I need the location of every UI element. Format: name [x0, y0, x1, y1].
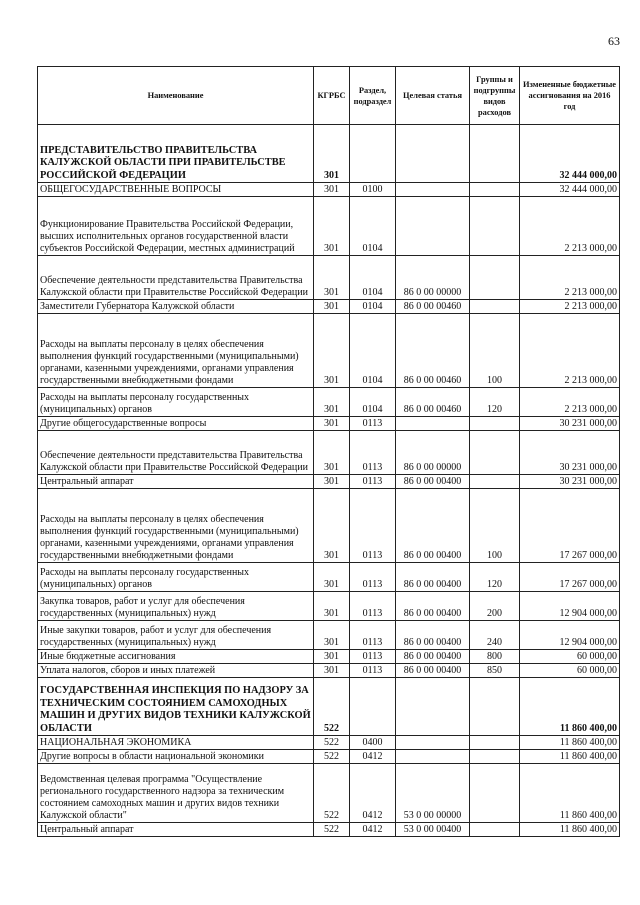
row-kgrbs: 301 [314, 388, 350, 417]
row-target: 86 0 00 00400 [396, 563, 470, 592]
row-amount: 12 904 000,00 [520, 621, 620, 650]
row-section: 0113 [350, 592, 396, 621]
row-name: ПРЕДСТАВИТЕЛЬСТВО ПРАВИТЕЛЬСТВА КАЛУЖСКОЙ ОБЛАСТИ ПРИ ПРАВИТЕЛЬСТВЕ РОССИЙСКОЙ ФЕДЕРАЦИИ [38, 125, 314, 183]
row-group [470, 197, 520, 256]
row-name: Иные закупки товаров, работ и услуг для обеспечения государственных (муниципальных) нужд [38, 621, 314, 650]
row-kgrbs: 522 [314, 736, 350, 750]
row-target [396, 678, 470, 736]
table-row [38, 183, 620, 197]
header-target: Целевая статья [396, 67, 470, 125]
row-kgrbs: 301 [314, 197, 350, 256]
table-row [38, 300, 620, 314]
row-target: 86 0 00 00460 [396, 314, 470, 388]
row-section: 0113 [350, 431, 396, 475]
row-group: 120 [470, 563, 520, 592]
row-target [396, 197, 470, 256]
row-target: 86 0 00 00400 [396, 475, 470, 489]
table-row [38, 475, 620, 489]
row-target: 86 0 00 00000 [396, 256, 470, 300]
row-target: 86 0 00 00400 [396, 664, 470, 678]
row-group [470, 750, 520, 764]
row-section: 0104 [350, 197, 396, 256]
row-group [470, 125, 520, 183]
row-group [470, 256, 520, 300]
row-amount: 60 000,00 [520, 664, 620, 678]
row-section: 0412 [350, 750, 396, 764]
table-row [38, 764, 620, 823]
row-target [396, 750, 470, 764]
table-row [38, 736, 620, 750]
row-name: Расходы на выплаты персоналу в целях обеспечения выполнения функций государственными (муниципальными) органами, казенными учреждениями, органами управления государственными внебюджетными фондами [38, 489, 314, 563]
row-section: 0100 [350, 183, 396, 197]
row-amount: 32 444 000,00 [520, 125, 620, 183]
row-amount: 17 267 000,00 [520, 563, 620, 592]
header-amount: Измененные бюджетные ассигнования на 2016 год [520, 67, 620, 125]
row-group [470, 823, 520, 837]
row-section: 0113 [350, 489, 396, 563]
header-name: Наименование [38, 67, 314, 125]
header-group: Группы и подгруппы видов расходов [470, 67, 520, 125]
row-section [350, 678, 396, 736]
row-target: 86 0 00 00000 [396, 431, 470, 475]
row-name: Другие общегосударственные вопросы [38, 417, 314, 431]
row-amount: 2 213 000,00 [520, 197, 620, 256]
row-group: 800 [470, 650, 520, 664]
row-kgrbs: 301 [314, 563, 350, 592]
row-amount: 11 860 400,00 [520, 678, 620, 736]
row-target: 86 0 00 00400 [396, 650, 470, 664]
row-name: Ведомственная целевая программа "Осуществление регионального государственного надзора за техническим состоянием самоходных машин и других видов техники Калужской области" [38, 764, 314, 823]
row-amount: 32 444 000,00 [520, 183, 620, 197]
row-target [396, 417, 470, 431]
row-name: Закупка товаров, работ и услуг для обеспечения государственных (муниципальных) нужд [38, 592, 314, 621]
row-amount: 2 213 000,00 [520, 314, 620, 388]
row-amount: 11 860 400,00 [520, 736, 620, 750]
row-kgrbs: 522 [314, 750, 350, 764]
row-kgrbs: 522 [314, 823, 350, 837]
row-kgrbs: 301 [314, 300, 350, 314]
row-name: Центральный аппарат [38, 823, 314, 837]
row-name: Уплата налогов, сборов и иных платежей [38, 664, 314, 678]
row-amount: 60 000,00 [520, 650, 620, 664]
row-group: 100 [470, 314, 520, 388]
table-row [38, 664, 620, 678]
row-kgrbs: 301 [314, 183, 350, 197]
row-section: 0113 [350, 563, 396, 592]
row-amount: 30 231 000,00 [520, 475, 620, 489]
row-target: 86 0 00 00460 [396, 388, 470, 417]
row-section: 0104 [350, 388, 396, 417]
table-row [38, 750, 620, 764]
row-target: 53 0 00 00000 [396, 764, 470, 823]
row-kgrbs: 301 [314, 417, 350, 431]
row-name: Обеспечение деятельности представительства Правительства Калужской области при Правительстве Российской Федерации [38, 431, 314, 475]
row-kgrbs: 301 [314, 489, 350, 563]
row-name: ОБЩЕГОСУДАРСТВЕННЫЕ ВОПРОСЫ [38, 183, 314, 197]
table-row [38, 823, 620, 837]
row-target [396, 125, 470, 183]
row-group [470, 431, 520, 475]
row-amount: 2 213 000,00 [520, 388, 620, 417]
row-amount: 11 860 400,00 [520, 823, 620, 837]
row-amount: 30 231 000,00 [520, 431, 620, 475]
row-group: 240 [470, 621, 520, 650]
row-kgrbs: 301 [314, 475, 350, 489]
row-target: 86 0 00 00400 [396, 621, 470, 650]
row-group: 120 [470, 388, 520, 417]
row-section: 0113 [350, 417, 396, 431]
row-target: 86 0 00 00400 [396, 592, 470, 621]
row-target: 86 0 00 00400 [396, 489, 470, 563]
row-section: 0113 [350, 664, 396, 678]
row-group: 200 [470, 592, 520, 621]
row-section: 0104 [350, 314, 396, 388]
row-group [470, 678, 520, 736]
row-section: 0113 [350, 621, 396, 650]
table-row [38, 256, 620, 300]
row-kgrbs: 301 [314, 314, 350, 388]
row-section: 0400 [350, 736, 396, 750]
row-amount: 12 904 000,00 [520, 592, 620, 621]
row-amount: 2 213 000,00 [520, 300, 620, 314]
row-target: 53 0 00 00400 [396, 823, 470, 837]
row-target: 86 0 00 00460 [396, 300, 470, 314]
row-name: Расходы на выплаты персоналу государственных (муниципальных) органов [38, 388, 314, 417]
table-row [38, 388, 620, 417]
row-group [470, 475, 520, 489]
row-kgrbs: 522 [314, 678, 350, 736]
table-row [38, 489, 620, 563]
table-row [38, 417, 620, 431]
row-section: 0104 [350, 256, 396, 300]
row-section: 0104 [350, 300, 396, 314]
row-kgrbs: 301 [314, 256, 350, 300]
row-group: 100 [470, 489, 520, 563]
row-name: Расходы на выплаты персоналу в целях обеспечения выполнения функций государственными (муниципальными) органами, казенными учреждениями, органами управления государственными внебюджетными фондами [38, 314, 314, 388]
row-name: Центральный аппарат [38, 475, 314, 489]
row-name: Заместители Губернатора Калужской области [38, 300, 314, 314]
row-section: 0412 [350, 823, 396, 837]
row-kgrbs: 301 [314, 431, 350, 475]
budget-table [37, 66, 620, 837]
table-row [38, 197, 620, 256]
row-group [470, 764, 520, 823]
row-group [470, 183, 520, 197]
row-section: 0113 [350, 650, 396, 664]
row-amount: 11 860 400,00 [520, 750, 620, 764]
row-name: ГОСУДАРСТВЕННАЯ ИНСПЕКЦИЯ ПО НАДЗОРУ ЗА ТЕХНИЧЕСКИМ СОСТОЯНИЕМ САМОХОДНЫХ МАШИН И ДРУГИХ ВИДОВ ТЕХНИКИ КАЛУЖСКОЙ ОБЛАСТИ [38, 678, 314, 736]
row-name: Иные бюджетные ассигнования [38, 650, 314, 664]
page-number: 63 [608, 34, 620, 48]
table-row [38, 125, 620, 183]
row-kgrbs: 301 [314, 621, 350, 650]
table-row [38, 621, 620, 650]
header-kgrbs: КГРБС [314, 67, 350, 125]
row-group: 850 [470, 664, 520, 678]
row-name: Расходы на выплаты персоналу государственных (муниципальных) органов [38, 563, 314, 592]
row-target [396, 736, 470, 750]
row-target [396, 183, 470, 197]
row-section: 0412 [350, 764, 396, 823]
table-row [38, 563, 620, 592]
table-header-row [38, 67, 620, 125]
table-row [38, 431, 620, 475]
row-section [350, 125, 396, 183]
row-name: Другие вопросы в области национальной экономики [38, 750, 314, 764]
row-name: Функционирование Правительства Российской Федерации, высших исполнительных органов государственной власти субъектов Российской Федерации, местных администраций [38, 197, 314, 256]
table-row [38, 678, 620, 736]
row-group [470, 417, 520, 431]
row-amount: 30 231 000,00 [520, 417, 620, 431]
table-row [38, 650, 620, 664]
row-amount: 11 860 400,00 [520, 764, 620, 823]
header-section: Раздел, подраздел [350, 67, 396, 125]
row-kgrbs: 301 [314, 664, 350, 678]
row-kgrbs: 301 [314, 592, 350, 621]
row-amount: 17 267 000,00 [520, 489, 620, 563]
table-row [38, 592, 620, 621]
row-kgrbs: 522 [314, 764, 350, 823]
row-group [470, 736, 520, 750]
row-kgrbs: 301 [314, 125, 350, 183]
row-name: НАЦИОНАЛЬНАЯ ЭКОНОМИКА [38, 736, 314, 750]
table-row [38, 314, 620, 388]
row-kgrbs: 301 [314, 650, 350, 664]
row-group [470, 300, 520, 314]
row-amount: 2 213 000,00 [520, 256, 620, 300]
row-section: 0113 [350, 475, 396, 489]
row-name: Обеспечение деятельности представительства Правительства Калужской области при Правительстве Российской Федерации [38, 256, 314, 300]
